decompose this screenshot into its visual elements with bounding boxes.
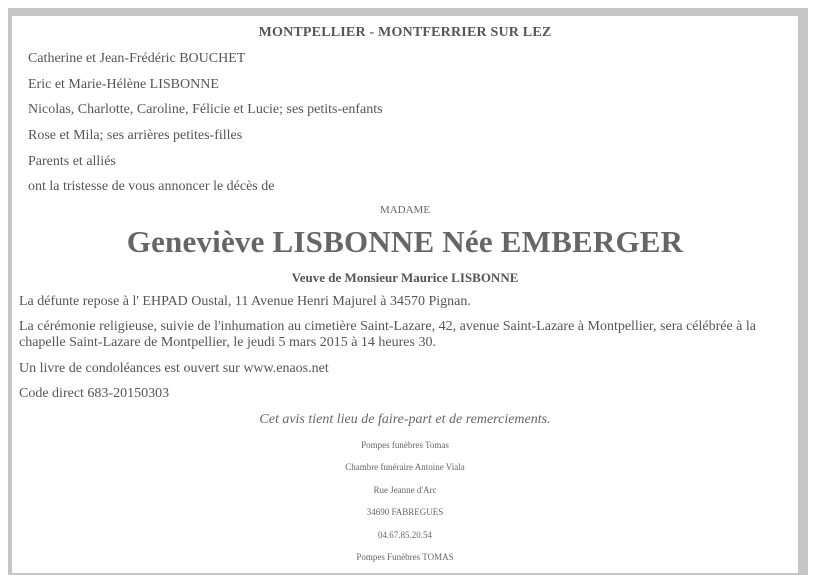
notice-statement: Cet avis tient lieu de faire-part et de remerciements. xyxy=(259,412,551,427)
condolence-book-text: Un livre de condoléances est ouvert sur www.enaos.net xyxy=(19,361,329,376)
resting-place-text: La défunte repose à l' EHPAD Oustal, 11 Avenue Henri Majurel à 34570 Pignan. xyxy=(19,294,471,309)
funeral-home-line: 34690 FABREGUES xyxy=(366,507,444,517)
funeral-home-line: Rue Jeanne d'Arc xyxy=(373,485,437,495)
family-line: Parents et alliés xyxy=(28,154,116,169)
family-line: Rose et Mila; ses arrières petites-filles xyxy=(28,128,243,143)
family-line: Eric et Marie-Hélène LISBONNE xyxy=(28,77,219,92)
deceased-name: Geneviève LISBONNE Née EMBERGER xyxy=(126,224,684,259)
notice-location-title: MONTPELLIER - MONTFERRIER SUR LEZ xyxy=(258,25,552,40)
family-line: Nicolas, Charlotte, Caroline, Félicie et Lucie; ses petits-enfants xyxy=(28,102,383,117)
funeral-home-line: Pompes Funèbres TOMAS xyxy=(356,552,454,562)
funeral-home-line: Pompes funèbres Tomas xyxy=(361,440,449,450)
honorific: MADAME xyxy=(379,204,431,216)
ceremony-text: La cérémonie religieuse, suivie de l'inhumation au cimetière Saint-Lazare, 42, avenue Saint-Lazare à Montpellier, sera célébrée à la chapelle Saint-Lazare de Montpellier, le jeudi 5 mars 2015 à 14 heures 30. xyxy=(19,319,757,350)
widow-of-line: Veuve de Monsieur Maurice LISBONNE xyxy=(291,270,519,285)
funeral-home-line: Chambre funéraire Antoine Viala xyxy=(345,462,465,472)
funeral-home-phone: 04.67.85.20.54 xyxy=(378,530,432,540)
announcement-line: ont la tristesse de vous annoncer le décès de xyxy=(28,179,275,194)
direct-code-text: Code direct 683-20150303 xyxy=(19,386,170,401)
family-line: Catherine et Jean-Frédéric BOUCHET xyxy=(28,51,246,66)
obituary-notice xyxy=(12,16,798,573)
